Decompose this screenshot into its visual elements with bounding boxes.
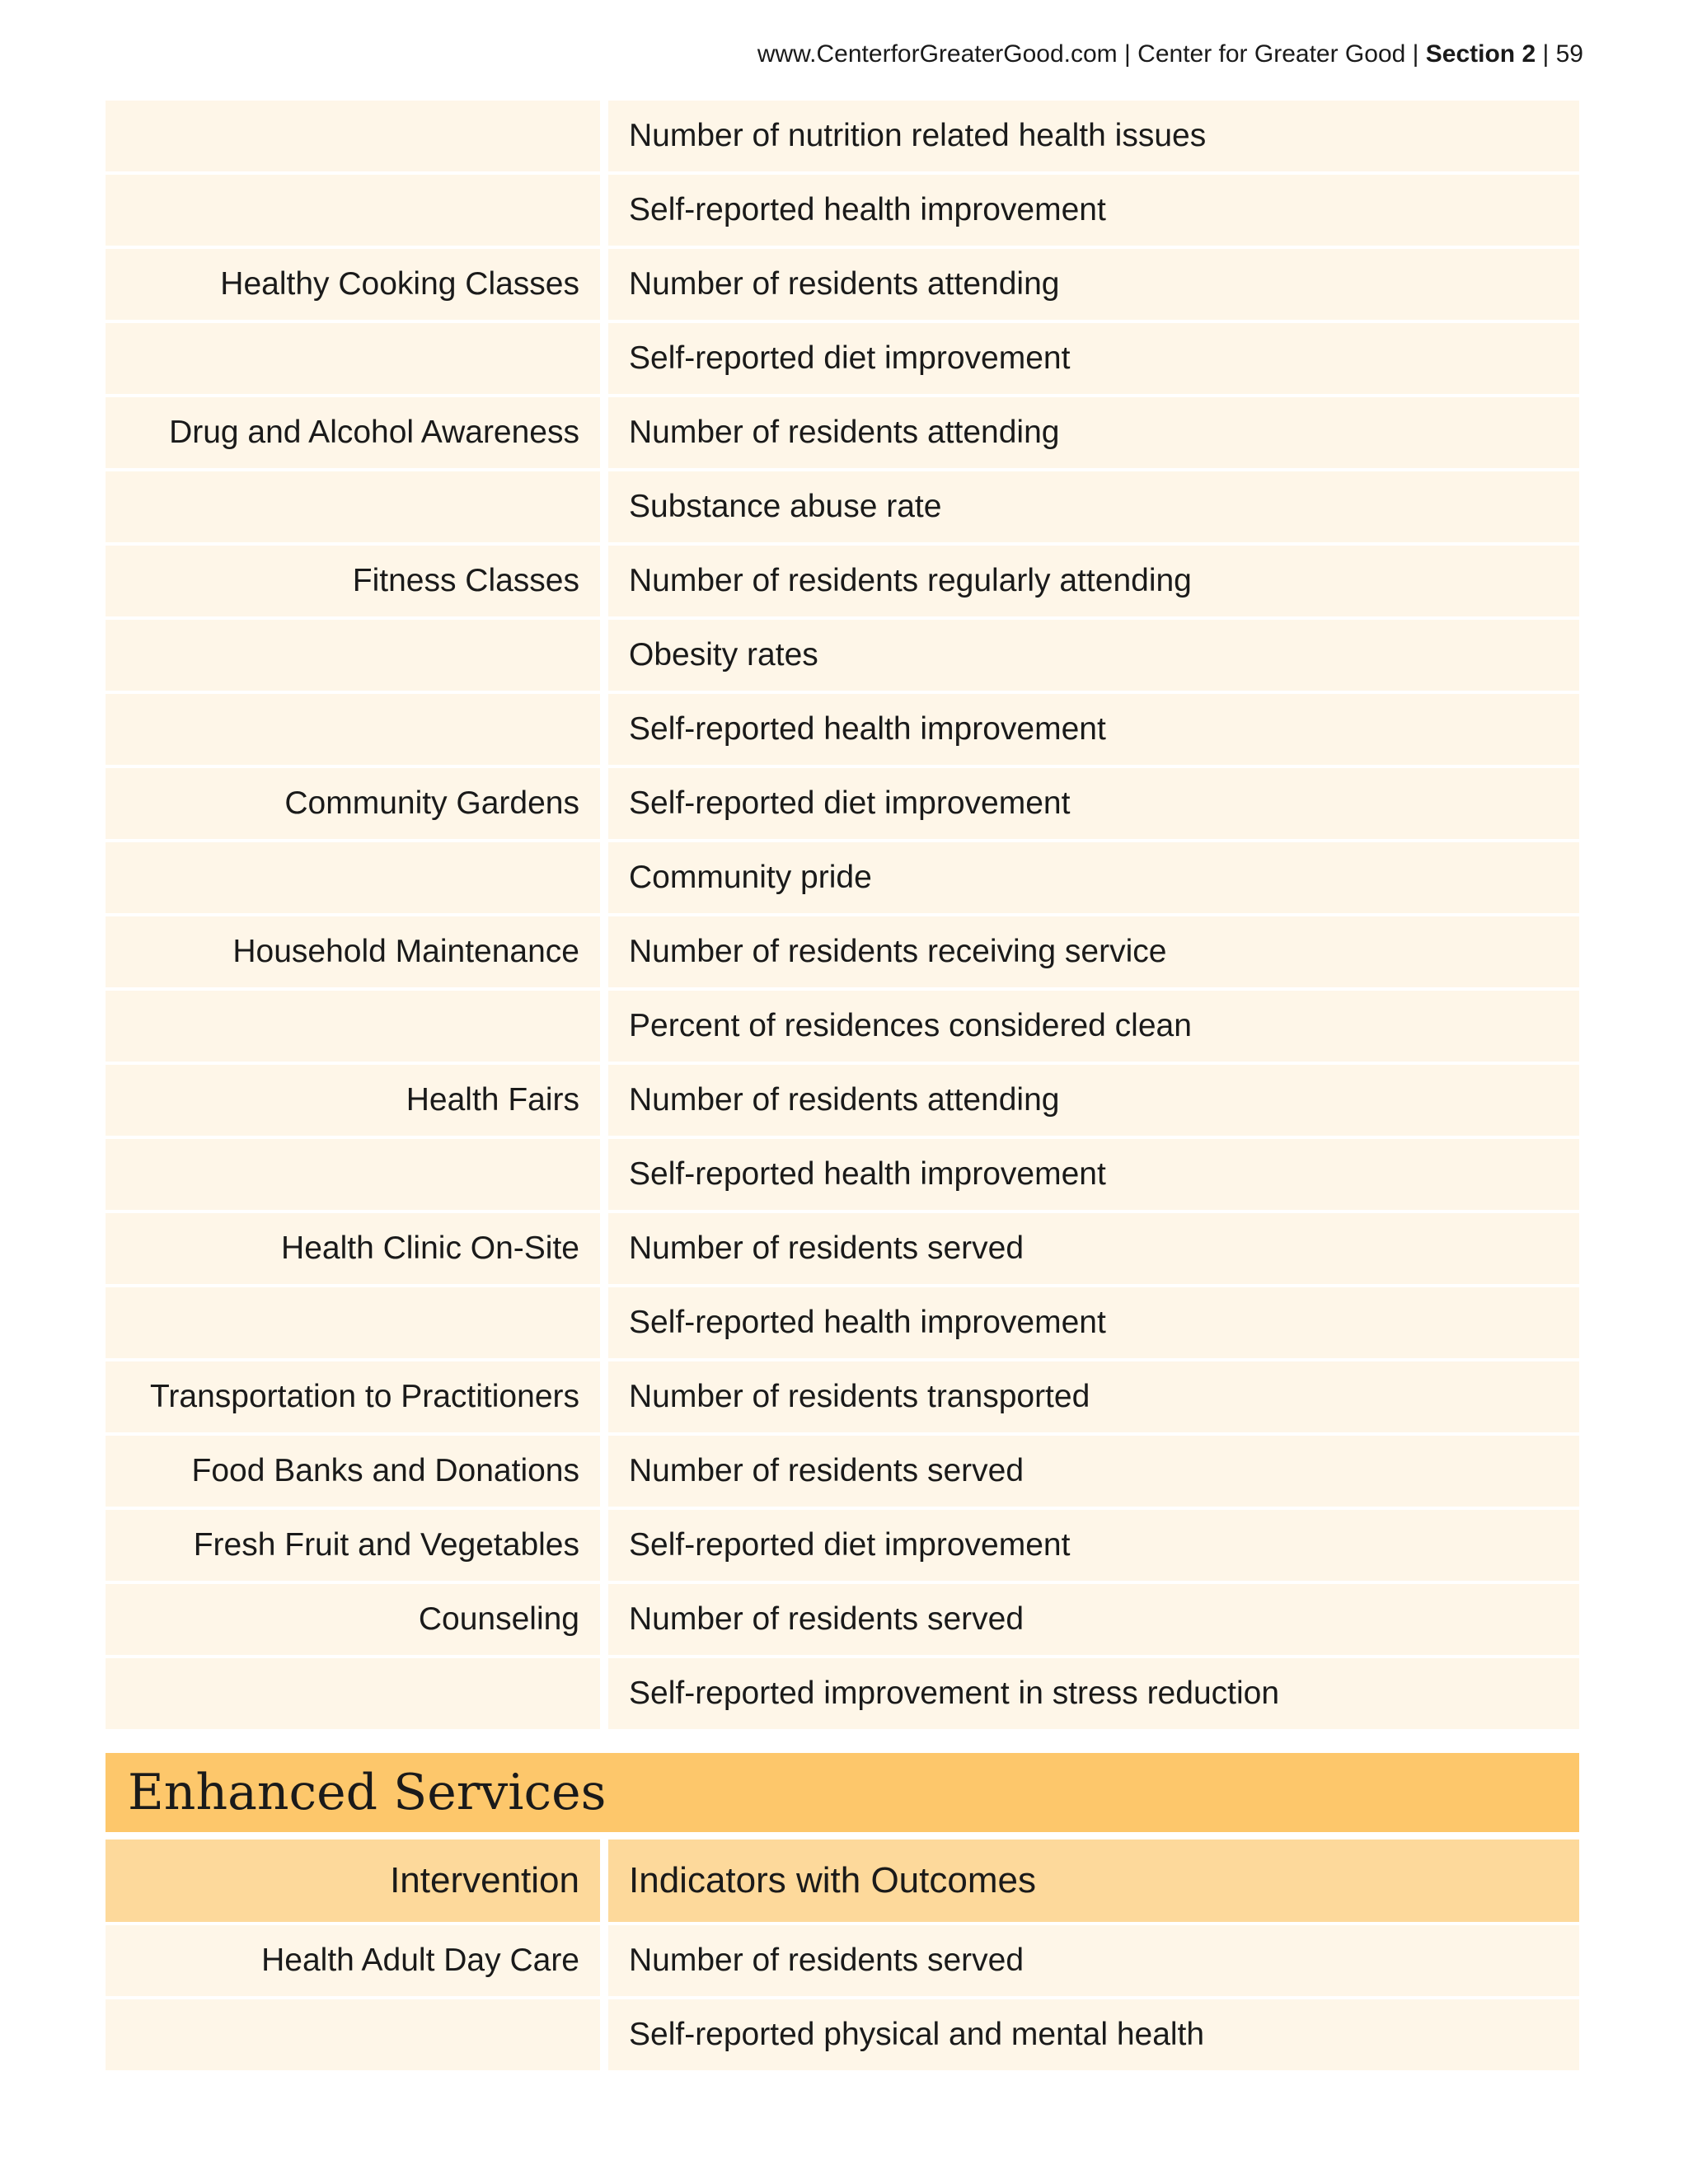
table-row (106, 397, 1579, 468)
table-row (106, 1436, 1579, 1507)
organization-name: Center for Greater Good (1137, 40, 1406, 68)
indicator-cell: Obesity rates (608, 620, 1579, 691)
intervention-cell (106, 1287, 600, 1358)
indicator-cell: Number of nutrition related health issues (608, 101, 1579, 171)
indicator-cell: Number of residents served (608, 1925, 1579, 1996)
table-row (106, 1999, 1579, 2070)
table-row (106, 1584, 1579, 1655)
table-row (106, 1510, 1579, 1581)
intervention-cell: Health Fairs (106, 1065, 600, 1136)
indicator-cell: Number of residents receiving service (608, 916, 1579, 987)
intervention-cell: Healthy Cooking Classes (106, 249, 600, 320)
table-row (106, 1925, 1579, 1996)
indicator-cell: Number of residents attending (608, 397, 1579, 468)
table-row (106, 991, 1579, 1062)
section-title-enhanced-services: Enhanced Services (106, 1753, 1579, 1832)
intervention-cell: Household Maintenance (106, 916, 600, 987)
intervention-cell: Transportation to Practitioners (106, 1361, 600, 1432)
intervention-cell: Health Clinic On-Site (106, 1213, 600, 1284)
indicator-cell: Percent of residences considered clean (608, 991, 1579, 1062)
intervention-cell (106, 101, 600, 171)
table-row (106, 101, 1579, 171)
indicator-cell: Number of residents attending (608, 1065, 1579, 1136)
indicator-cell: Number of residents regularly attending (608, 546, 1579, 616)
indicator-cell: Number of residents served (608, 1436, 1579, 1507)
intervention-cell (106, 175, 600, 246)
header-separator: | (1117, 40, 1138, 68)
indicator-cell: Community pride (608, 842, 1579, 913)
table-row (106, 1361, 1579, 1432)
intervention-cell: Fresh Fruit and Vegetables (106, 1510, 600, 1581)
table-row (106, 694, 1579, 765)
table-row (106, 1213, 1579, 1284)
table-row (106, 916, 1579, 987)
intervention-cell (106, 694, 600, 765)
table-row (106, 175, 1579, 246)
section-label: Section 2 (1425, 40, 1536, 68)
indicator-cell: Number of residents served (608, 1584, 1579, 1655)
enhanced-services-table (106, 1840, 1579, 2070)
table-row (106, 249, 1579, 320)
table-row (106, 471, 1579, 542)
intervention-cell (106, 323, 600, 394)
indicator-cell: Self-reported diet improvement (608, 1510, 1579, 1581)
indicator-cell: Substance abuse rate (608, 471, 1579, 542)
site-url: www.CenterforGreaterGood.com (757, 40, 1118, 68)
table-row (106, 768, 1579, 839)
indicator-cell: Number of residents attending (608, 249, 1579, 320)
column-header-intervention: Intervention (106, 1840, 600, 1922)
intervention-cell: Fitness Classes (106, 546, 600, 616)
indicator-cell: Self-reported diet improvement (608, 768, 1579, 839)
table-row (106, 620, 1579, 691)
table-row (106, 1139, 1579, 1210)
column-header-indicators: Indicators with Outcomes (608, 1840, 1579, 1922)
table-row (106, 1287, 1579, 1358)
indicator-cell: Number of residents transported (608, 1361, 1579, 1432)
intervention-cell (106, 620, 600, 691)
intervention-cell (106, 842, 600, 913)
intervention-cell: Community Gardens (106, 768, 600, 839)
intervention-cell (106, 1658, 600, 1729)
intervention-cell (106, 1139, 600, 1210)
table-row (106, 1065, 1579, 1136)
table-row (106, 842, 1579, 913)
indicator-cell: Number of residents served (608, 1213, 1579, 1284)
header-separator: | (1536, 40, 1556, 68)
page-header (757, 36, 1583, 73)
indicator-cell: Self-reported health improvement (608, 1287, 1579, 1358)
table-header-row (106, 1840, 1579, 1922)
intervention-cell: Counseling (106, 1584, 600, 1655)
header-separator: | (1405, 40, 1426, 68)
table-row (106, 323, 1579, 394)
intervention-cell: Food Banks and Donations (106, 1436, 600, 1507)
intervention-cell (106, 991, 600, 1062)
intervention-cell (106, 1999, 600, 2070)
indicator-cell: Self-reported health improvement (608, 175, 1579, 246)
indicator-cell: Self-reported health improvement (608, 694, 1579, 765)
indicator-cell: Self-reported improvement in stress reduction (608, 1658, 1579, 1729)
table-row (106, 546, 1579, 616)
table-row (106, 1658, 1579, 1729)
indicator-cell: Self-reported diet improvement (608, 323, 1579, 394)
intervention-cell: Drug and Alcohol Awareness (106, 397, 600, 468)
intervention-cell: Health Adult Day Care (106, 1925, 600, 1996)
intervention-cell (106, 471, 600, 542)
interventions-table (106, 101, 1579, 1729)
indicator-cell: Self-reported physical and mental health (608, 1999, 1579, 2070)
page-number: 59 (1555, 40, 1583, 68)
indicator-cell: Self-reported health improvement (608, 1139, 1579, 1210)
